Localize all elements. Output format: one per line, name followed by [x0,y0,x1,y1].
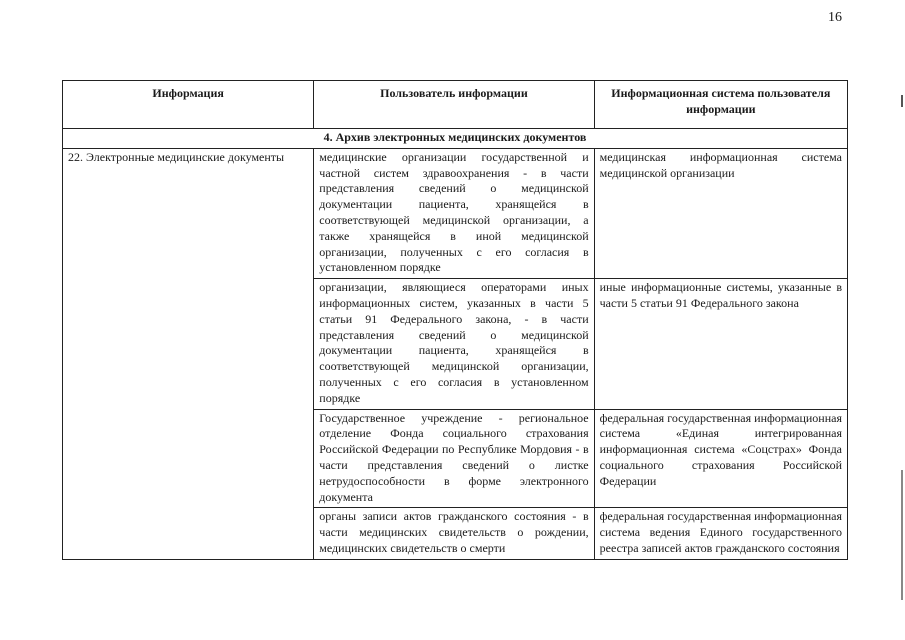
user-cell: организации, являющиеся операторами иных информационных систем, указанных в части 5 статьи 91 Федерального закона, - в части представления сведений о медицинской документации пациента, хранящейся в соответствующей медицинской организации, полученных с его согласия в установленном порядке [314,279,594,409]
header-information-user: Пользователь информации [314,81,594,129]
section-row [63,129,848,149]
system-cell: федеральная государственная информационная система ведения Единого государственного реестра записей актов гражданского состояния [594,508,847,559]
user-cell: Государственное учреждение - региональное отделение Фонда социального страхования Российской Федерации по Республике Мордовия - в части представления сведений о листке нетрудоспособности в форме электронного документа [314,409,594,508]
system-cell: иные информационные системы, указанные в части 5 статьи 91 Федерального закона [594,279,847,409]
data-table [62,80,848,560]
section-title: 4. Архив электронных медицинских документов [63,129,848,149]
system-cell: медицинская информационная система медицинской организации [594,148,847,278]
scan-edge-artifact [901,95,903,107]
system-cell: федеральная государственная информационная система «Единая интегрированная информационная система «Соцстрах» Фонда социального страхования Российской Федерации [594,409,847,508]
user-cell: медицинские организации государственной и частной систем здравоохранения - в части представления сведений о медицинской документации пациента, хранящейся в соответствующей медицинской организации, а также хранящейся в иной медицинской организации, полученных с его согласия в установленном порядке [314,148,594,278]
page-number: 16 [828,10,842,25]
table-row [63,148,848,278]
info-item: 22. Электронные медицинские документы [63,148,314,559]
scan-edge-artifact [901,470,903,600]
table-header-row [63,81,848,129]
header-information: Информация [63,81,314,129]
user-cell: органы записи актов гражданского состояния - в части медицинских свидетельств о рождении, медицинских свидетельств о смерти [314,508,594,559]
header-information-system: Информационная система пользователя информации [594,81,847,129]
